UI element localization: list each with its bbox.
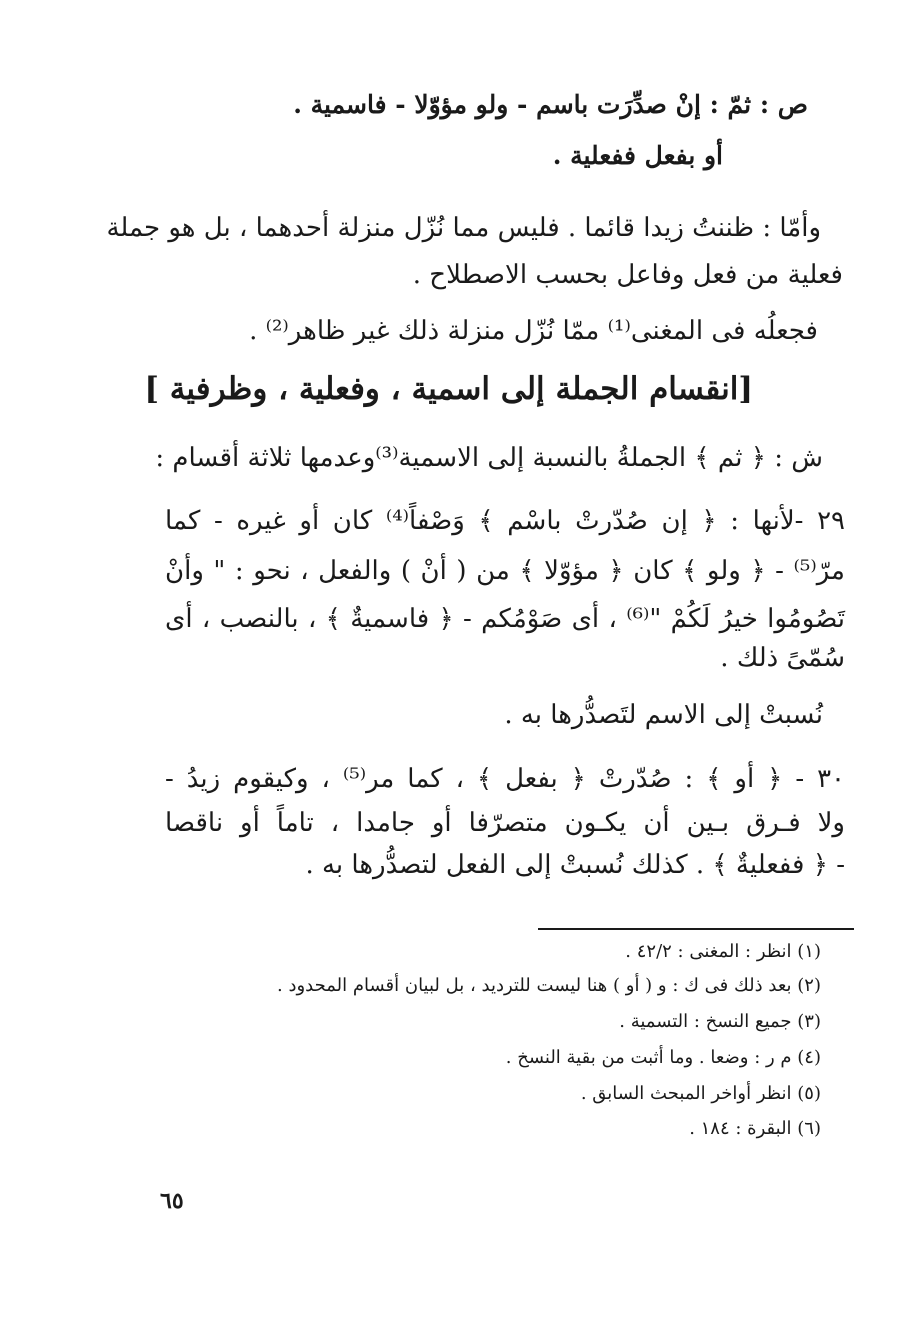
section-heading: [انقسام الجملة إلى اسمية ، وفعلية ، وظرفية ] [144,371,753,407]
paragraph-6-line-2: ولا فـرق بـين أن يكـون متصرّفا أو جامدا ، تاماً أو ناقصا [165,808,845,838]
page-number: ٦٥ [160,1188,184,1214]
footnote-3: (٣) جميع النسخ : التسمية . [619,1011,821,1032]
paragraph-1-line-2: فعلية من فعل وفاعل بحسب الاصطلاح . [412,260,843,290]
paragraph-4-line-1: ٢٩ -لأنها : ﴿ إن صُدّرتْ باسْم ﴾ وَصْفاً⁽⁴⁾ كان أو غيره - كما [165,506,845,536]
footnote-6: (٦) البقرة : ١٨٤ . [689,1118,821,1139]
verse-line-1: ص : ثمّ : إنْ صدِّرَت باسم - ولو مؤوّلا - فاسمية . [293,90,808,119]
paragraph-4-line-2: مرّ⁽⁵⁾ - ﴿ ولو ﴾ كان ﴿ مؤوّلا ﴾ من ( أنْ ) والفعل ، نحو : " وأنْ [165,556,845,586]
paragraph-6-line-3: - ﴿ ففعليةٌ ﴾ . كذلك نُسبتْ إلى الفعل لتصدُّرها به . [305,850,845,880]
paragraph-3-line-1: ش : ﴿ ثم ﴾ الجملةُ بالنسبة إلى الاسمية⁽³⁾وعدمها ثلاثة أقسام : [155,443,823,473]
verse-line-2: أو بفعل ففعلية . [552,141,723,170]
paragraph-5-line-1: نُسبتْ إلى الاسم لتَصدُّرها به . [504,700,823,730]
paragraph-4-line-3: تَصُومُوا خيرُ لَكُمْ "⁽⁶⁾ ، أى صَوْمُكم - ﴿ فاسميةٌ ﴾ ، بالنصب ، أى [165,604,845,634]
paragraph-4-line-4: سُمّىً ذلك . [720,643,845,673]
paragraph-1-line-1: وأمّا : ظننتُ زيدا قائما . فليس مما نُزّل منزلة أحدهما ، بل هو جملة [106,213,821,243]
footnote-1: (١) انظر : المغنى : ٤٢/٢ . [625,941,821,962]
footnote-5: (٥) انظر أواخر المبحث السابق . [580,1083,821,1104]
paragraph-2-line-1: فجعلُه فى المغنى⁽¹⁾ ممّا نُزّل منزلة ذلك غير ظاهر⁽²⁾ . [249,316,818,346]
footnote-divider [538,928,854,930]
paragraph-6-line-1: ٣٠ - ﴿ أو ﴾ : صُدّرتْ ﴿ بفعل ﴾ ، كما مر⁽⁵⁾ ، وكيقوم زيدُ - [165,764,845,794]
footnote-4: (٤) م ر : وضعا . وما أثبت من بقية النسخ . [505,1047,821,1068]
footnote-2: (٢) بعد ذلك فى ك : و ( أو ) هنا ليست للترديد ، بل لبيان أقسام المحدود . [277,975,821,996]
